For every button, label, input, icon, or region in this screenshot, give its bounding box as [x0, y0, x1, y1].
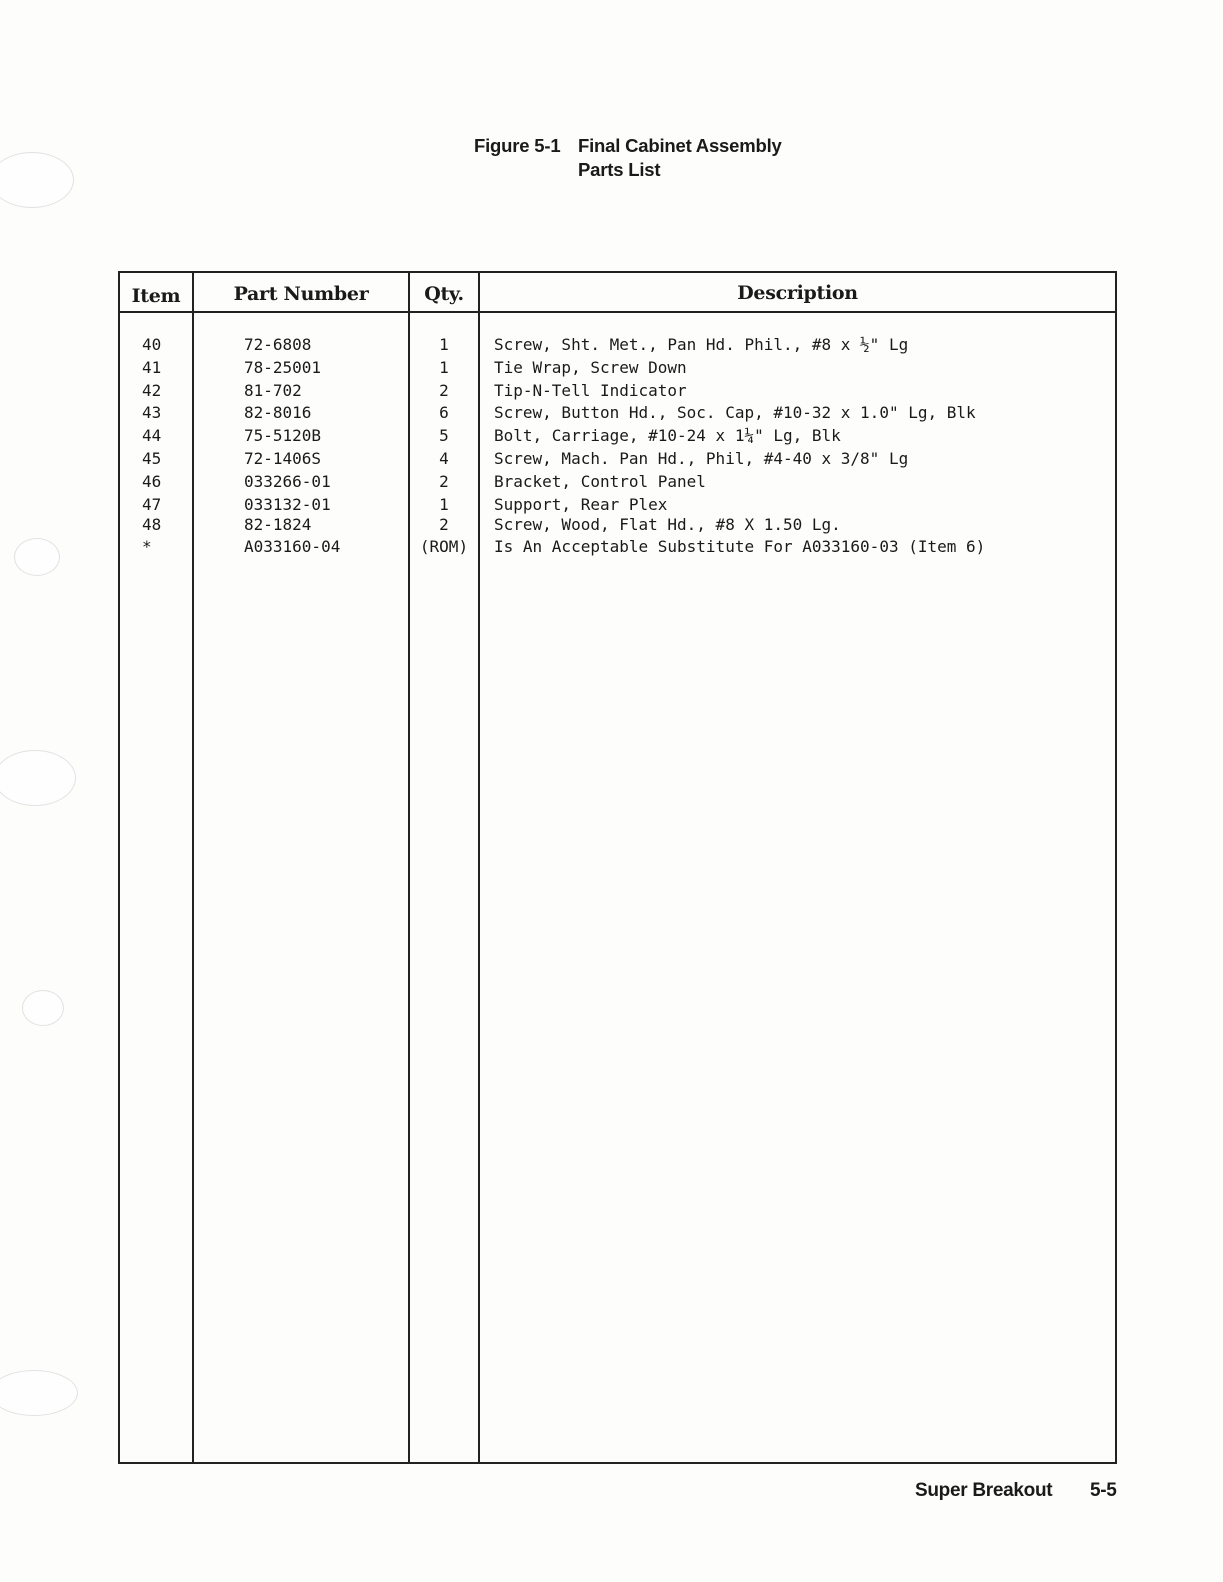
item-cell: 48: [142, 514, 162, 534]
description-cell: Support, Rear Plex: [494, 494, 668, 514]
description-cell: Screw, Sht. Met., Pan Hd. Phil., #8 x ½" Lg: [494, 335, 909, 354]
part-number-cell: 78-25001: [244, 357, 322, 377]
qty-cell: 6: [439, 403, 449, 423]
table-row: [120, 381, 1115, 404]
qty-cell: 4: [439, 448, 449, 468]
table-row: [120, 358, 1115, 381]
qty-cell: 2: [439, 514, 449, 534]
qty-cell: 5: [439, 426, 449, 446]
part-number-cell: 72-1406S: [244, 448, 322, 468]
qty-cell: 1: [439, 357, 449, 377]
description-cell: Screw, Mach. Pan Hd., Phil, #4-40 x 3/8" Lg: [494, 448, 909, 468]
description-cell: Screw, Button Hd., Soc. Cap, #10-32 x 1.0" Lg, Blk: [494, 403, 976, 423]
table-row: [120, 449, 1115, 472]
qty-cell: 1: [439, 335, 449, 354]
table-body: [120, 335, 1115, 560]
description-cell: Screw, Wood, Flat Hd., #8 X 1.50 Lg.: [494, 514, 841, 534]
qty-cell: 1: [439, 494, 449, 514]
table-row: [120, 515, 1115, 538]
figure-number: Figure 5-1: [474, 135, 561, 156]
table-row: [120, 472, 1115, 495]
item-cell: 43: [142, 403, 162, 423]
table-row: [120, 403, 1115, 426]
binder-hole: [0, 152, 74, 208]
part-number-cell: 033132-01: [244, 494, 331, 514]
binder-hole: [14, 538, 60, 576]
item-cell: 44: [142, 426, 162, 446]
table-row: [120, 537, 1115, 560]
item-cell: 45: [142, 448, 162, 468]
table-row: [120, 495, 1115, 515]
description-cell: Bolt, Carriage, #10-24 x 1¼" Lg, Blk: [494, 426, 841, 446]
footer-manual-title: Super Breakout: [915, 1480, 1053, 1501]
qty-cell: 2: [439, 471, 449, 491]
description-cell: Tip-N-Tell Indicator: [494, 380, 687, 400]
item-cell: 42: [142, 380, 162, 400]
figure-title: [474, 134, 782, 182]
item-cell: *: [142, 537, 152, 557]
part-number-cell: 75-5120B: [244, 426, 322, 446]
parts-list-table: [118, 271, 1117, 1464]
description-cell: Is An Acceptable Substitute For A033160-03 (Item 6): [494, 537, 986, 557]
binder-hole: [22, 990, 64, 1026]
binder-hole: [0, 1370, 78, 1416]
part-number-cell: 033266-01: [244, 471, 331, 491]
header-divider: [120, 311, 1115, 313]
description-cell: Tie Wrap, Screw Down: [494, 357, 687, 377]
binder-hole: [0, 750, 76, 806]
item-cell: 47: [142, 494, 162, 514]
item-cell: 46: [142, 471, 162, 491]
figure-subtitle: Parts List: [578, 159, 661, 180]
footer-page-number: 5-5: [1090, 1480, 1117, 1501]
column-header-description: Description: [737, 282, 858, 304]
item-cell: 40: [142, 335, 162, 354]
part-number-cell: A033160-04: [244, 537, 341, 557]
part-number-cell: 82-8016: [244, 403, 312, 423]
column-header-item: Item: [131, 285, 181, 307]
part-number-cell: 82-1824: [244, 514, 312, 534]
column-header-part-number: Part Number: [233, 283, 369, 305]
description-cell: Bracket, Control Panel: [494, 471, 706, 491]
table-row: [120, 426, 1115, 449]
part-number-cell: 72-6808: [244, 335, 312, 354]
qty-cell: 2: [439, 380, 449, 400]
column-header-qty: Qty.: [424, 283, 464, 305]
figure-heading: Final Cabinet Assembly: [578, 135, 782, 156]
table-row: [120, 335, 1115, 358]
part-number-cell: 81-702: [244, 380, 302, 400]
qty-cell: (ROM): [419, 537, 469, 557]
item-cell: 41: [142, 357, 162, 377]
